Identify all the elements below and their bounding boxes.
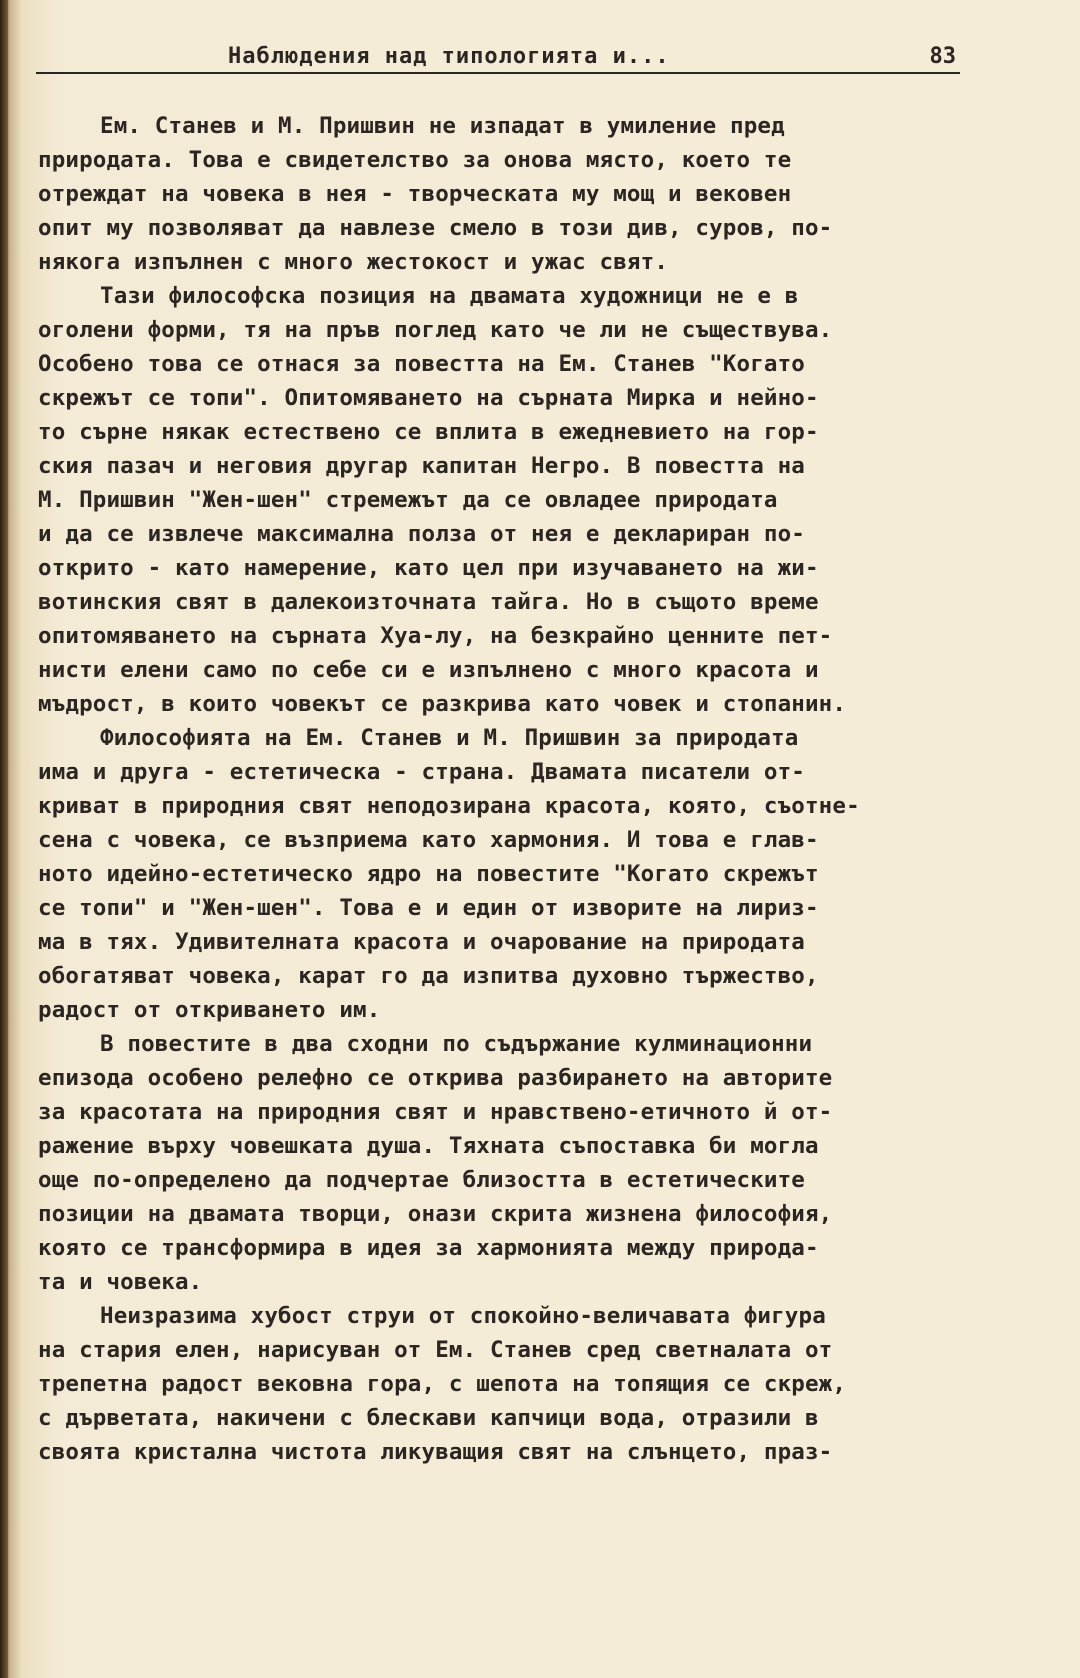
text-line: на стария елен, нарисуван от Ем. Станев сред светналата от	[38, 1337, 833, 1363]
text-line: опит му позволяват да навлезе смело в този див, суров, по-	[38, 215, 833, 241]
text-line: нисти елени само по себе си е изпълнено с много красота и	[38, 657, 819, 683]
text-line: радост от откриването им.	[38, 997, 381, 1023]
text-line: В повестите в два сходни по съдържание кулминационни	[100, 1031, 813, 1057]
text-line: Тази философска позиция на двамата художници не е в	[100, 283, 799, 309]
text-line: за красотата на природния свят и нравствено-етичното й от-	[38, 1099, 833, 1125]
page-number: 83	[929, 44, 956, 69]
text-line: Ем. Станев и М. Пришвин не изпадат в умиление пред	[100, 113, 785, 139]
text-line: ражение върху човешката душа. Тяхната съпоставка би могла	[38, 1133, 819, 1159]
text-line: Философията на Ем. Станев и М. Пришвин за природата	[100, 725, 799, 751]
text-line: някога изпълнен с много жестокост и ужас свят.	[38, 249, 669, 275]
text-line: природата. Това е свидетелство за онова място, което те	[38, 147, 792, 173]
page-header	[36, 40, 960, 72]
text-line: та и човека.	[38, 1269, 203, 1295]
text-line: сена с човека, се възприема като хармония. И това е глав-	[38, 827, 819, 853]
text-line: която се трансформира в идея за хармонията между природа-	[38, 1235, 819, 1261]
header-rule	[36, 72, 960, 74]
text-line: мъдрост, в които човекът се разкрива като човек и стопанин.	[38, 691, 847, 717]
text-line: трепетна радост вековна гора, с шепота на топящия се скреж,	[38, 1371, 847, 1397]
text-line: ното идейно-естетическо ядро на повестите "Когато скрежът	[38, 861, 819, 887]
text-line: обогатяват човека, карат го да изпитва духовно тържество,	[38, 963, 819, 989]
text-line: и да се извлече максимална полза от нея е деклариран по-	[38, 521, 805, 547]
running-head: Наблюдения над типологията и...	[228, 44, 670, 69]
text-line: ма в тях. Удивителната красота и очарование на природата	[38, 929, 805, 955]
body-text	[38, 109, 988, 1469]
text-line: има и друга - естетическа - страна. Двамата писатели от-	[38, 759, 805, 785]
text-line: се топи" и "Жен-шен". Това е и един от изворите на лириз-	[38, 895, 819, 921]
text-line: отреждат на човека в нея - творческата му мощ и вековен	[38, 181, 792, 207]
text-line: позиции на двамата творци, онази скрита жизнена философия,	[38, 1201, 833, 1227]
text-line: то сърне някак естествено се вплита в ежедневието на гор-	[38, 419, 819, 445]
text-line: криват в природния свят неподозирана красота, която, съотне-	[38, 793, 860, 819]
text-line: вотинския свят в далекоизточната тайга. Но в същото време	[38, 589, 819, 615]
text-line: открито - като намерение, като цел при изучаването на жи-	[38, 555, 819, 581]
text-line: с дърветата, накичени с блескави капчици вода, отразили в	[38, 1405, 819, 1431]
text-line: Неизразима хубост струи от спокойно-величавата фигура	[100, 1303, 826, 1329]
text-line: още по-определено да подчертае близостта в естетическите	[38, 1167, 805, 1193]
text-line: опитомяването на сърната Хуа-лу, на безкрайно ценните пет-	[38, 623, 833, 649]
text-line: ския пазач и неговия другар капитан Негро. В повестта на	[38, 453, 805, 479]
text-line: своята кристална чистота ликуващия свят на слънцето, праз-	[38, 1439, 833, 1465]
page-binding-edge	[0, 0, 8, 1678]
text-line: епизода особено релефно се открива разбирането на авторите	[38, 1065, 833, 1091]
text-line: скрежът се топи". Опитомяването на сърната Мирка и нейно-	[38, 385, 819, 411]
text-line: оголени форми, тя на пръв поглед като че ли не съществува.	[38, 317, 833, 343]
text-line: Особено това се отнася за повестта на Ем. Станев "Когато	[38, 351, 805, 377]
text-line: М. Пришвин "Жен-шен" стремежът да се овладее природата	[38, 487, 778, 513]
